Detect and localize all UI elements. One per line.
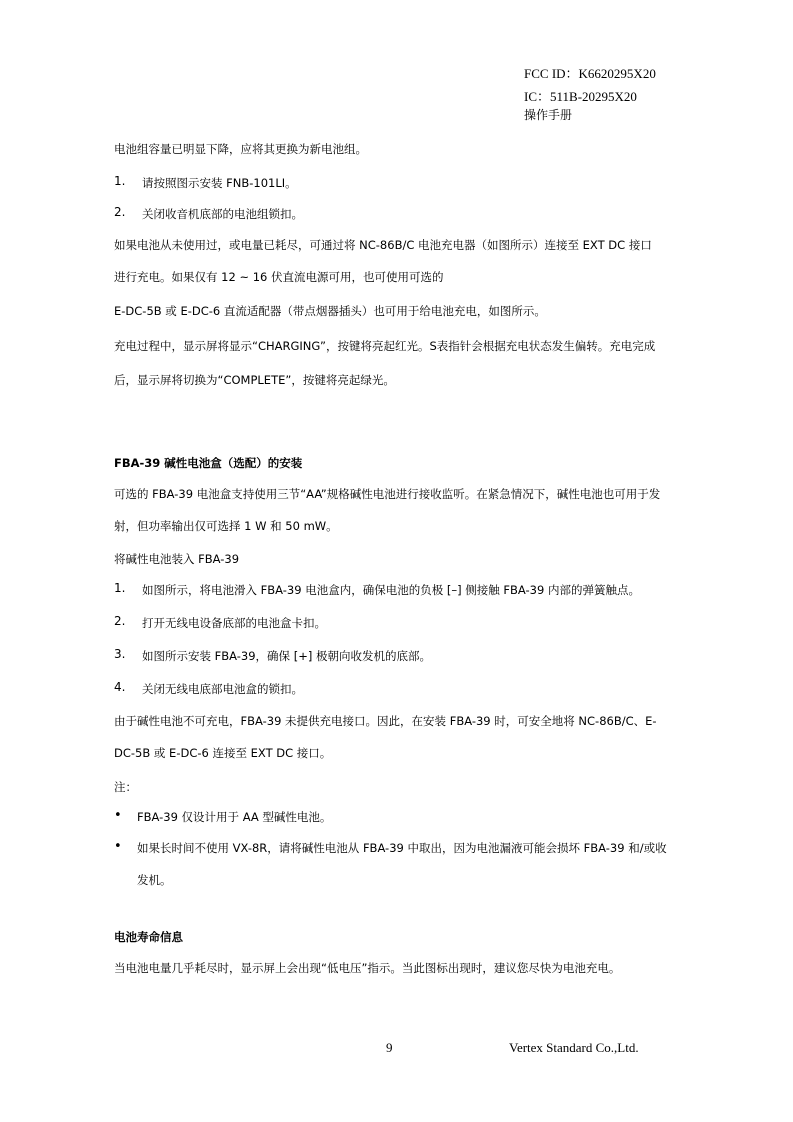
paragraph-line: E-DC-5B 或 E-DC-6 直流适配器（带点烟器插头）也可用于给电池充电，如图所示。 [114, 304, 546, 318]
section-heading: 电池寿命信息 [114, 930, 183, 944]
step-number: 1. [114, 174, 126, 188]
section-heading: FBA-39 碱性电池盒（选配）的安装 [114, 456, 303, 470]
ic-id: IC：511B-20295X20 [524, 89, 637, 104]
step-number: 4. [114, 680, 126, 694]
paragraph-line: 射，但功率输出仅可选择 1 W 和 50 mW。 [114, 519, 338, 533]
step-number: 3. [114, 647, 126, 661]
paragraph-line: 后，显示屏将切换为“COMPLETE”，按键将亮起绿光。 [114, 373, 395, 387]
paragraph-line: 进行充电。如果仅有 12 ~ 16 伏直流电源可用，也可使用可选的 [114, 270, 444, 284]
bullet-symbol: • [114, 808, 122, 823]
manual-title: 操作手册 [524, 108, 573, 122]
step-text: 如图所示，将电池滑入 FBA-39 电池盒内，确保电池的负极 [–] 侧接触 FBA-39 内部的弹簧触点。 [142, 583, 640, 597]
note-label: 注： [114, 780, 137, 794]
step-number: 2. [114, 205, 126, 219]
paragraph-line: 充电过程中，显示屏将显示“CHARGING”，按键将亮起红光。S表指针会根据充电状态发生偏转。充电完成 [114, 339, 656, 353]
paragraph-line: DC-5B 或 E-DC-6 连接至 EXT DC 接口。 [114, 746, 332, 760]
step-text: 关闭无线电底部电池盒的锁扣。 [142, 682, 303, 696]
bullet-text: FBA-39 仅设计用于 AA 型碱性电池。 [137, 810, 332, 824]
bullet-text: 如果长时间不使用 VX-8R，请将碱性电池从 FBA-39 中取出，因为电池漏液可能会损坏 FBA-39 和/或收 [137, 841, 667, 855]
step-text: 关闭收音机底部的电池组锁扣。 [142, 207, 303, 221]
bullet-text-continued: 发机。 [137, 873, 172, 887]
step-text: 请按照图示安装 FNB-101LI。 [142, 176, 297, 190]
paragraph-line: 当电池电量几乎耗尽时，显示屏上会出现“低电压”指示。当此图标出现时，建议您尽快为电池充电。 [114, 961, 621, 975]
bullet-symbol: • [114, 839, 122, 854]
company-name: Vertex Standard Co.,Ltd. [509, 1040, 639, 1055]
step-text: 如图所示安装 FBA-39，确保 [+] 极朝向收发机的底部。 [142, 649, 431, 663]
intro-text: 电池组容量已明显下降，应将其更换为新电池组。 [114, 142, 367, 156]
step-number: 1. [114, 581, 126, 595]
paragraph-line: 如果电池从未使用过，或电量已耗尽，可通过将 NC-86B/C 电池充电器（如图所示）连接至 EXT DC 接口 [114, 238, 652, 252]
paragraph-line: 可选的 FBA-39 电池盒支持使用三节“AA”规格碱性电池进行接收监听。在紧急情况下，碱性电池也可用于发 [114, 487, 661, 501]
fcc-id: FCC ID：K6620295X20 [524, 66, 656, 81]
paragraph-line: 由于碱性电池不可充电，FBA-39 未提供充电接口。因此，在安装 FBA-39 时，可安全地将 NC-86B/C、E- [114, 714, 657, 728]
step-number: 2. [114, 614, 126, 628]
page-number: 9 [386, 1040, 393, 1055]
step-text: 打开无线电设备底部的电池盒卡扣。 [142, 616, 326, 630]
subheading: 将碱性电池装入 FBA-39 [114, 552, 240, 566]
